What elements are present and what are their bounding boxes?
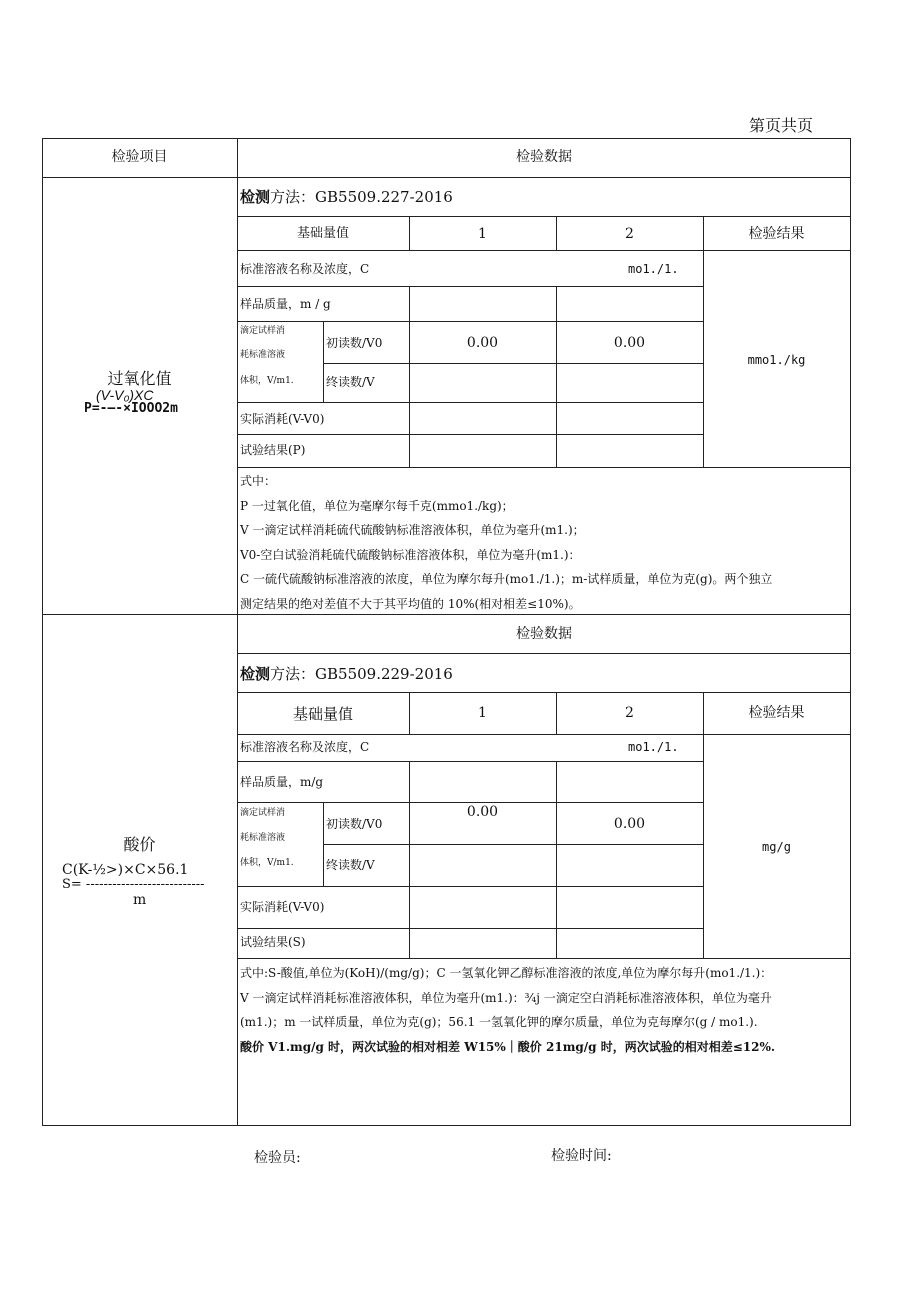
s1-row-final: 终读数/V [326, 375, 375, 389]
item-acid-name: 酸价 [123, 835, 156, 854]
s2-titr-label-3: 体积，V/m1. [240, 858, 294, 868]
s1-method: 检测方法：GB5509.227-2016 [240, 188, 453, 206]
page-number-label: 第页共页 [749, 116, 814, 135]
acid-formula-line2: S= --------------------------- [62, 877, 205, 892]
s2-note-bold: 酸价 V1.mg/g 时，两次试验的相对相差 W15%｜酸价 21mg/g 时，两次试验的相对相差≤12%. [240, 1039, 776, 1054]
s1-line [323, 321, 324, 403]
s1-note-line: V0-空白试验消耗硫代硫酸钠标准溶液体积，单位为毫升(m1.)： [240, 547, 581, 562]
s2-row-result: 试验结果(S) [240, 935, 306, 949]
s2-col-base: 基础量值 [292, 705, 353, 723]
s2-line [237, 958, 851, 959]
peroxide-formula-top: (V-V₀)XC [96, 387, 154, 403]
table-border-bottom [42, 1125, 851, 1126]
s1-line [237, 434, 703, 435]
s1-titr-label-3: 体积，V/m1. [240, 376, 294, 386]
s2-line [237, 734, 851, 735]
s2-row-mass: 样品质量，m/g [240, 775, 324, 789]
s2-result-unit: mg/g [762, 840, 791, 854]
s1-col-1: 1 [478, 226, 487, 242]
s1-line [237, 402, 703, 403]
acid-formula-line3: m [133, 892, 147, 908]
s2-line [237, 692, 851, 693]
s2-std-unit: mo1./1. [628, 740, 679, 754]
s1-result-unit: mmo1./kg [747, 353, 806, 367]
s2-line [556, 761, 557, 959]
s1-row-mass: 样品质量，m / g [240, 297, 331, 311]
s2-line [409, 761, 410, 959]
s1-col-2: 2 [625, 226, 634, 242]
s1-initial-1: 0.00 [466, 335, 499, 351]
s1-note-line: V 一滴定试样消耗硫代硫酸钠标准溶液体积，单位为毫升(m1.)； [240, 523, 585, 537]
acid-formula-line1: C(K-½>)×C×56.1 [62, 862, 189, 878]
s1-notes [240, 469, 772, 616]
item-peroxide-name: 过氧化值 [107, 369, 172, 388]
s2-col-result: 检验结果 [748, 705, 805, 721]
table-border-left [42, 138, 43, 1126]
s1-line [703, 216, 704, 468]
s2-note-line: V 一滴定试样消耗标准溶液体积，单位为毫升(m1.)：¾j 一滴定空白消耗标准溶液体积，单位为毫升 [240, 990, 772, 1005]
s2-col-2: 2 [625, 705, 634, 721]
s1-titr-label-1: 滴定试样消 [240, 326, 286, 336]
header-data: 检验数据 [516, 149, 572, 165]
inspector-label: 检验员: [254, 1150, 301, 1166]
s1-line [237, 286, 703, 287]
s1-line [237, 216, 851, 217]
s2-line [237, 802, 703, 803]
s1-note-line: P 一过氧化值，单位为毫摩尔每千克(mmo1./kg)； [240, 498, 514, 513]
inspect-time-label: 检验时间: [551, 1148, 612, 1164]
s2-initial-1: 0.00 [466, 804, 499, 820]
s2-line [237, 928, 703, 929]
s1-row-result: 试验结果(P) [240, 443, 306, 457]
s1-std-unit: mo1./1. [628, 262, 679, 276]
s1-line [237, 467, 851, 468]
s2-titr-label-1: 滴定试样消 [240, 808, 286, 818]
s1-col-result: 检验结果 [748, 226, 805, 242]
s2-note-line: 式中:S-酸值,单位为(KoH)/(mg/g)；C 一氢氧化钾乙醇标准溶液的浓度,单位为摩尔每升(mo1./1.)： [240, 966, 773, 980]
s2-line [237, 886, 703, 887]
s2-line [323, 844, 703, 845]
s2-data-header: 检验数据 [516, 626, 572, 642]
s1-note-line: C 一硫代硫酸钠标准溶液的浓度，单位为摩尔每升(mo1./1.)；m-试样质量，单位为克(g)。两个独立 [240, 572, 773, 586]
s1-initial-2: 0.00 [613, 335, 646, 351]
s2-line [237, 761, 703, 762]
table-border-top [42, 138, 851, 139]
s1-note-line: 测定结果的绝对差值不大于其平均值的 10%(相对相差≤10%)。 [240, 596, 581, 611]
s2-col-1: 1 [478, 705, 487, 721]
header-divider [42, 177, 851, 178]
s1-row-initial: 初读数/V0 [326, 336, 383, 350]
s1-col-base: 基础量值 [296, 226, 349, 241]
s2-initial-2: 0.00 [613, 816, 646, 832]
s1-line [237, 321, 703, 322]
s1-note-line: 式中： [240, 474, 277, 488]
peroxide-formula: P=-—-×IOOO2m [84, 401, 178, 416]
s2-row-actual: 实际消耗(V-V0) [240, 900, 325, 914]
s2-line [703, 692, 704, 959]
s2-line [237, 653, 851, 654]
s2-note-line: (m1.)；m 一试样质量，单位为克(g)；56.1 一氢氧化钾的摩尔质量，单位为克每摩尔(g / mo1.). [240, 1015, 758, 1029]
s1-row-std: 标准溶液名称及浓度，C [240, 262, 370, 276]
s2-line [323, 802, 324, 887]
header-item: 检验项目 [111, 149, 168, 165]
s2-row-std: 标准溶液名称及浓度，C [240, 740, 370, 754]
s2-method: 检测方法：GB5509.229-2016 [240, 665, 453, 683]
s1-line [237, 250, 851, 251]
s1-line [556, 286, 557, 468]
s2-titr-label-2: 耗标准溶液 [240, 833, 286, 843]
s1-row-actual: 实际消耗(V-V0) [240, 412, 325, 426]
s1-line [409, 286, 410, 468]
s2-row-initial: 初读数/V0 [326, 817, 383, 831]
s2-row-final: 终读数/V [326, 858, 375, 872]
s1-line [323, 363, 703, 364]
s1-titr-label-2: 耗标准溶液 [240, 350, 286, 360]
s2-notes [240, 961, 775, 1059]
